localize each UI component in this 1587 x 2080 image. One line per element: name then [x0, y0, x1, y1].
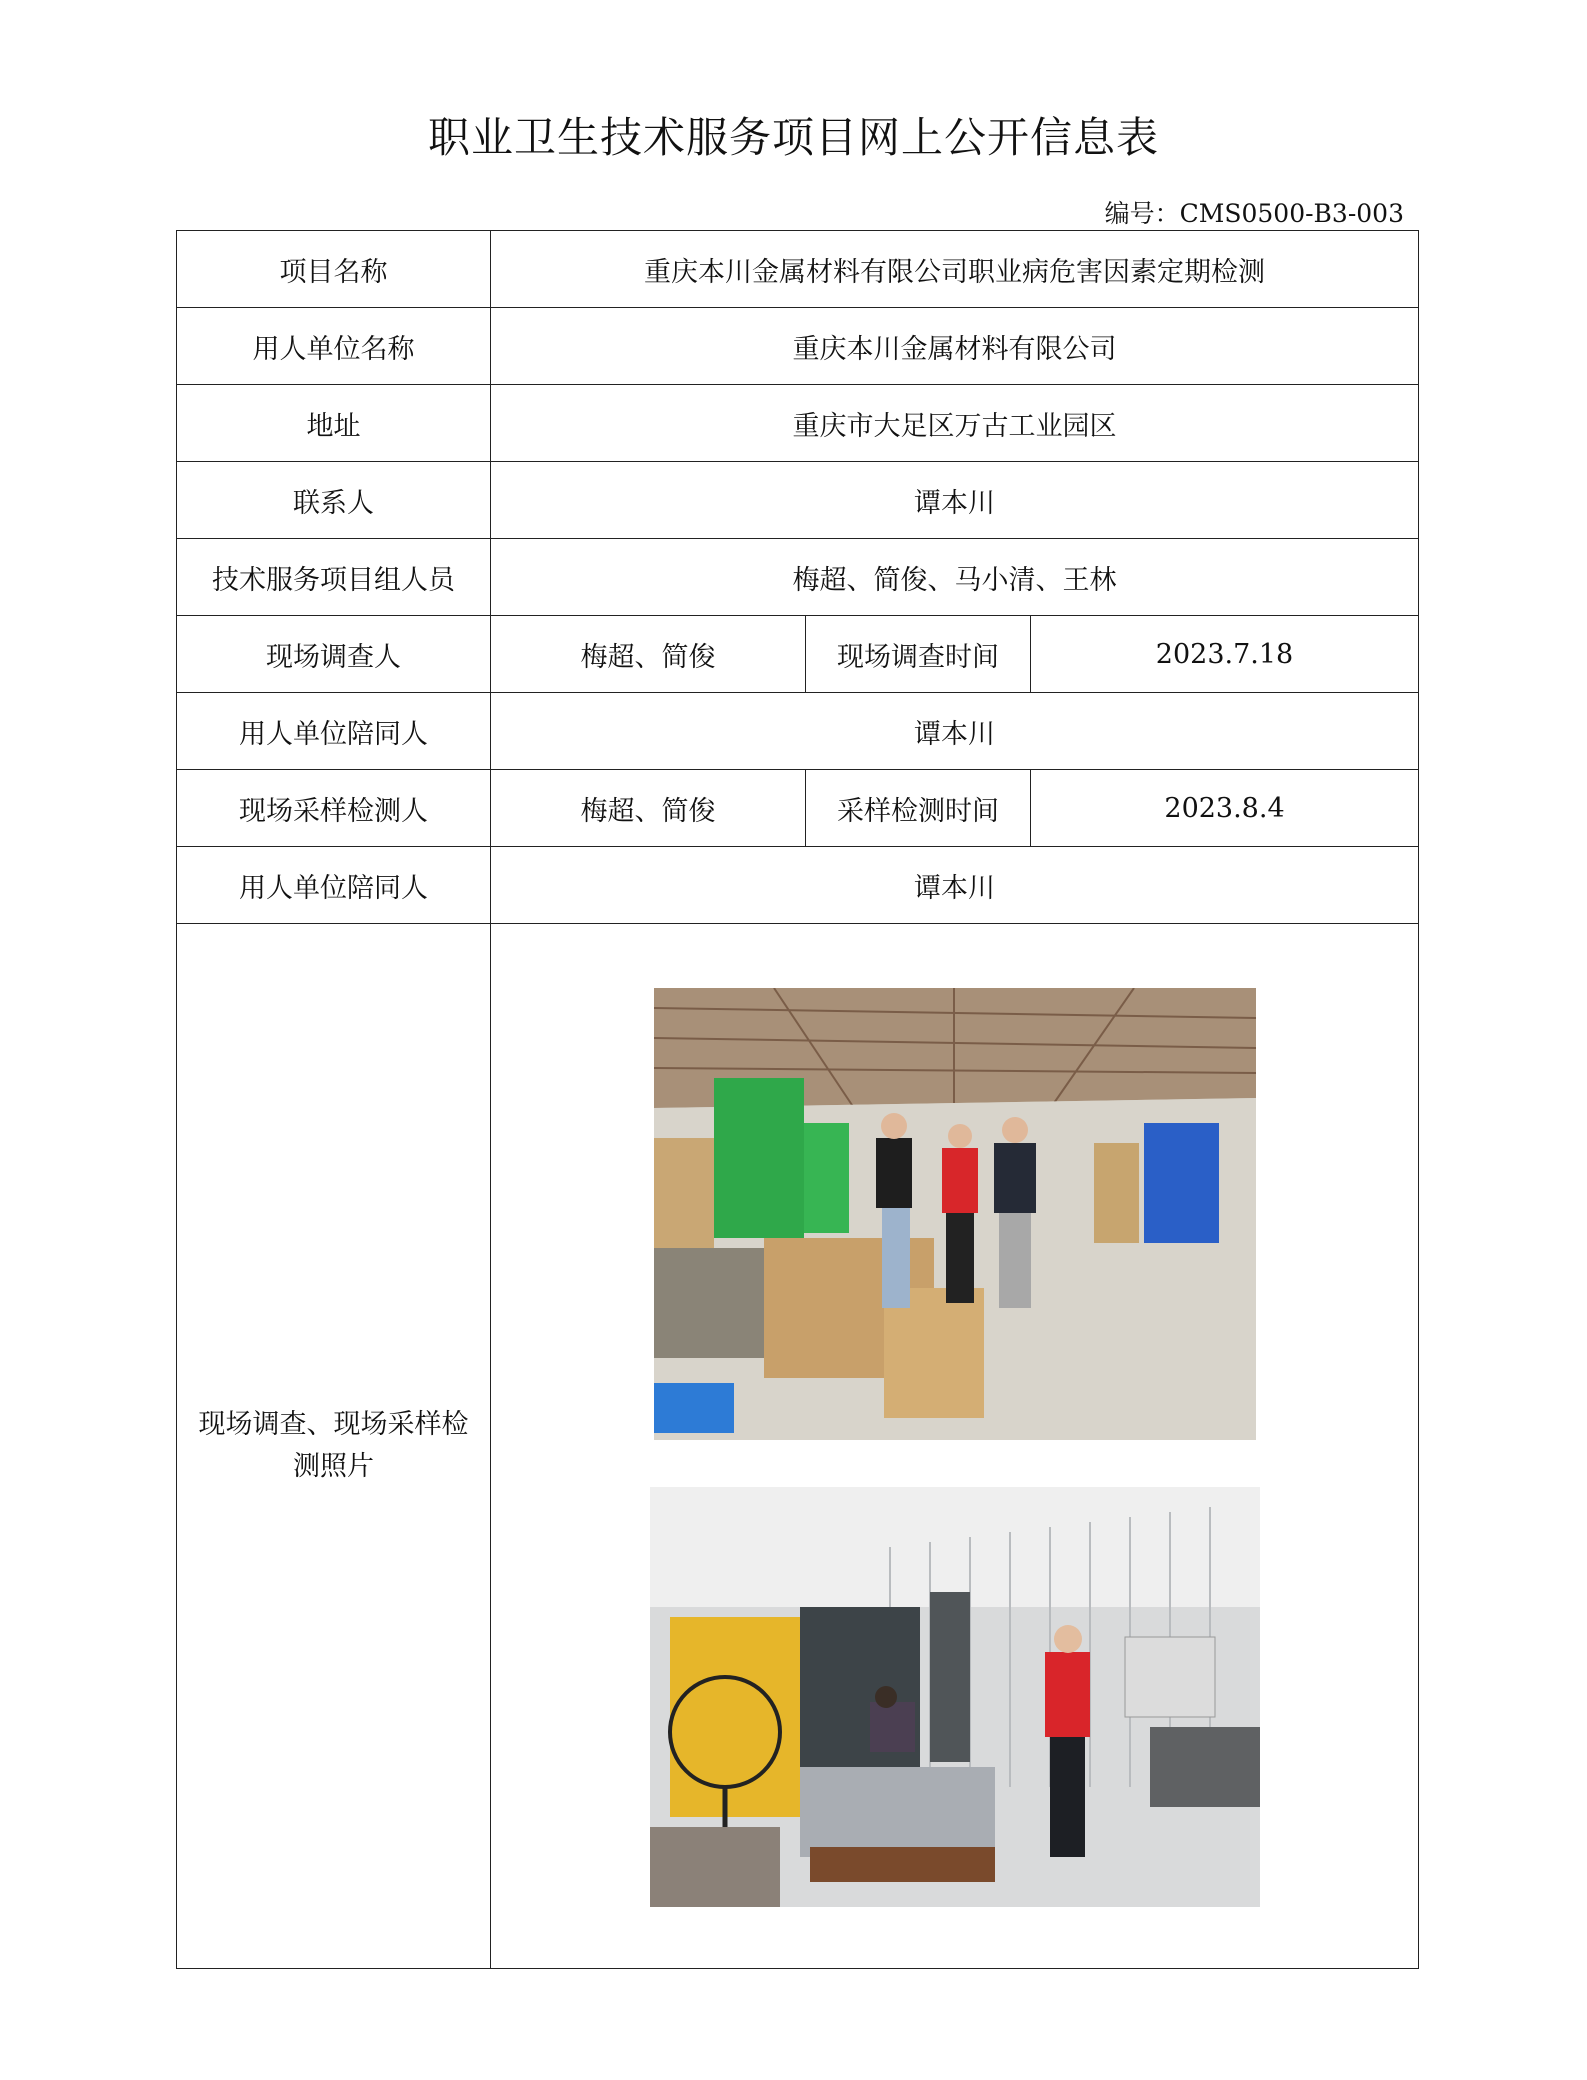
label-employer-name: 用人单位名称	[177, 308, 491, 385]
row-address	[177, 385, 1419, 462]
value-survey: 梅超、简俊	[491, 616, 806, 693]
label-photos-line1: 现场调查、现场采样检	[198, 1409, 469, 1440]
label-survey-escort: 用人单位陪同人	[177, 693, 491, 770]
label-survey-time: 现场调查时间	[806, 616, 1031, 693]
label-project-name: 项目名称	[177, 231, 491, 308]
row-team	[177, 539, 1419, 616]
row-employer-name	[177, 308, 1419, 385]
row-contact	[177, 462, 1419, 539]
value-employer-name: 重庆本川金属材料有限公司	[491, 308, 1419, 385]
photos-cell	[491, 924, 1419, 1969]
site-survey-photo	[654, 988, 1256, 1440]
row-project-name	[177, 231, 1419, 308]
value-sampling-escort: 谭本川	[491, 847, 1419, 924]
value-sampling-time: 2023.8.4	[1031, 770, 1419, 847]
row-survey-escort	[177, 693, 1419, 770]
row-photos	[177, 924, 1419, 1969]
label-sampling: 现场采样检测人	[177, 770, 491, 847]
label-contact: 联系人	[177, 462, 491, 539]
value-survey-time: 2023.7.18	[1031, 616, 1419, 693]
row-sampling	[177, 770, 1419, 847]
row-survey	[177, 616, 1419, 693]
page-title: 职业卫生技术服务项目网上公开信息表	[427, 113, 1159, 162]
info-table	[176, 230, 1419, 1969]
row-sampling-escort	[177, 847, 1419, 924]
value-project-name: 重庆本川金属材料有限公司职业病危害因素定期检测	[491, 231, 1419, 308]
label-address: 地址	[177, 385, 491, 462]
label-survey: 现场调查人	[177, 616, 491, 693]
label-team: 技术服务项目组人员	[177, 539, 491, 616]
document-code: 编号：CMS0500-B3-003	[1104, 199, 1404, 228]
value-address: 重庆市大足区万古工业园区	[491, 385, 1419, 462]
label-photos	[177, 924, 491, 1969]
value-survey-escort: 谭本川	[491, 693, 1419, 770]
site-sampling-photo	[650, 1487, 1260, 1907]
value-contact: 谭本川	[491, 462, 1419, 539]
value-sampling: 梅超、简俊	[491, 770, 806, 847]
label-sampling-time: 采样检测时间	[806, 770, 1031, 847]
label-sampling-escort: 用人单位陪同人	[177, 847, 491, 924]
value-team: 梅超、简俊、马小清、王林	[491, 539, 1419, 616]
label-photos-line2: 测照片	[293, 1451, 374, 1482]
